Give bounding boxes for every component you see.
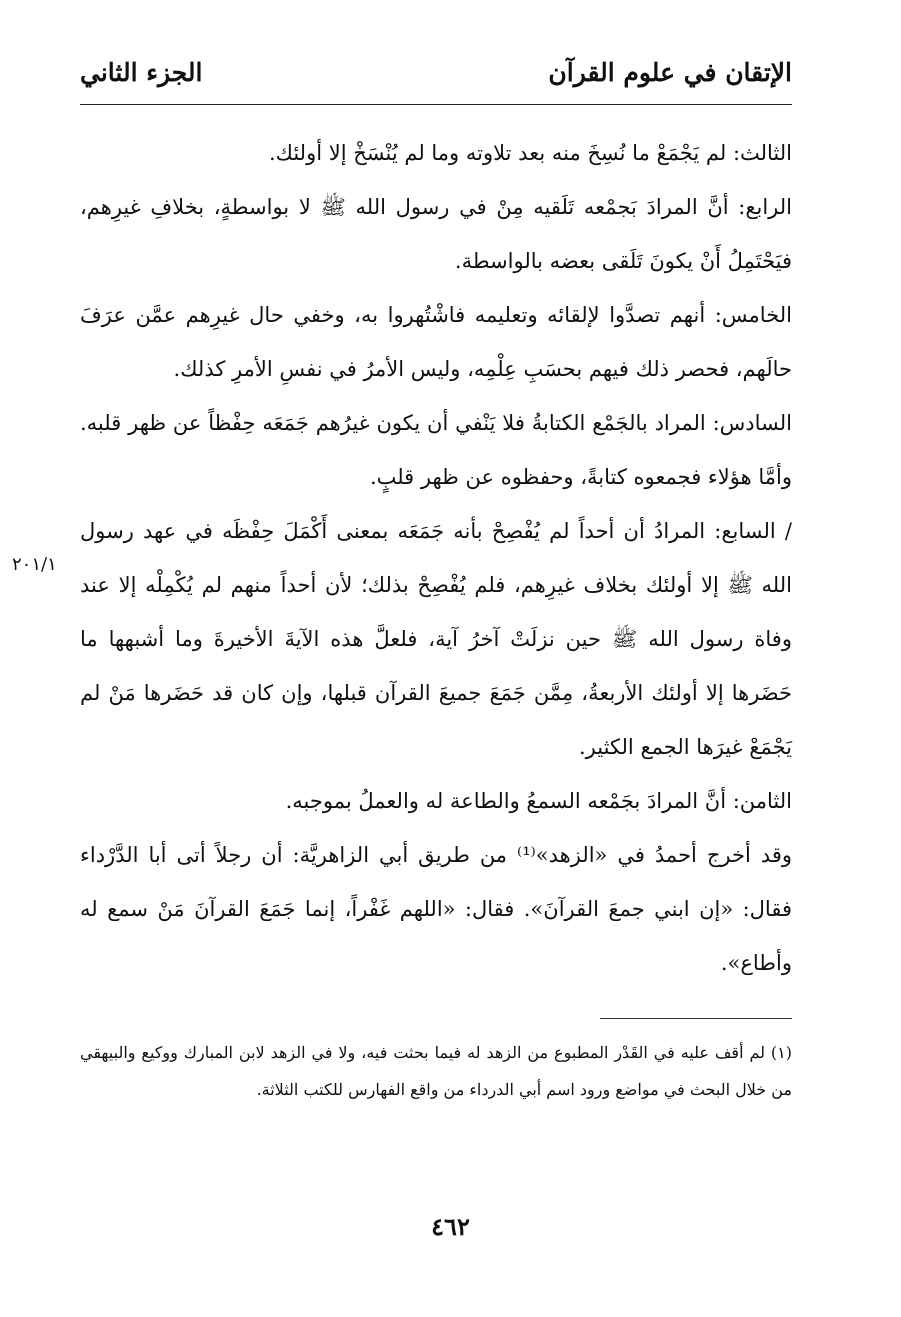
running-header — [80, 52, 792, 98]
main-text — [80, 126, 792, 990]
paragraph-eighth: الثامن: أنَّ المرادَ بجَمْعه السمعُ والطاعة له والعملُ بموجبه. — [285, 789, 792, 813]
header-rule — [80, 104, 792, 105]
book-title: الإتقان في علوم القرآن — [548, 58, 792, 87]
footnotes — [80, 1034, 792, 1108]
footnote-1: (١) لم أقف عليه في القَدْر المطبوع من الزهد له فيما بحثت فيه، ولا في الزهد لابن المبارك ووكيع والبيهقي من خلال البحث في مواضع ورود اسم أبي الدرداء من واقع الفهارس للكتب الثلاثة. — [80, 1043, 792, 1099]
footnote-rule — [600, 1018, 792, 1019]
paragraph-seventh: / السابع: المرادُ أن أحداً لم يُفْصِحْ بأنه جَمَعَه بمعنى أَكْمَلَ حِفْظَه في عهد رسول الله ﷺ إلا أولئك بخلاف غيرِهم، فلم يُفْصِحْ بذلك؛ لأن أحداً منهم لم يُكْمِلْه إلا عند وفاة رسول الله ﷺ حين نزلَتْ آخرُ آية، فلعلَّ هذه الآيةَ الأخيرةَ وما أشبهها ما حَضَرها إلا أولئك الأربعةُ، مِمَّن جَمَعَ جميعَ القرآن قبلها، وإن كان قد حَضَرها مَنْ لم يَجْمَعْ غيرَها الجمع الكثير. — [80, 519, 792, 759]
paragraph-fourth: الرابع: أنَّ المرادَ بَجمْعه تَلَقيه مِنْ في رسول الله ﷺ لا بواسطةٍ، بخلافِ غيرِهم، فيَحْتَمِلُ أَنْ يكونَ تَلَقى بعضه بالواسطة. — [80, 195, 792, 273]
paragraph-sixth: السادس: المراد بالجَمْع الكتابةُ فلا يَنْفي أن يكون غيرُهم جَمَعَه حِفْظاً عن ظهر قلبه. وأمَّا هؤلاء فجمعوه كتابةً، وحفظوه عن ظهر قلبٍ. — [80, 411, 792, 489]
marginal-page-reference: ٢٠١/١ — [12, 554, 57, 575]
paragraph-third: الثالث: لم يَجْمَعْ ما نُسِخَ منه بعد تلاوته وما لم يُنْسَخْ إلا أولئك. — [268, 141, 792, 165]
paragraph-fifth: الخامس: أنهم تصدَّوا لإلقائه وتعليمه فاشْتُهروا به، وخفي حال غيرِهم عمَّن عرَفَ حالَهم، فحصر ذلك فيهم بحسَبِ عِلْمِه، وليس الأمرُ في نفسِ الأمرِ كذلك. — [80, 303, 792, 381]
part-label: الجزء الثاني — [80, 58, 203, 87]
paragraph-ahmad-narration: وقد أخرج أحمدُ في «الزهد»⁽¹⁾ من طريق أبي الزاهريَّة: أن رجلاً أتى أبا الدَّرْداء فقال: «إن ابني جمعَ القرآنَ». فقال: «اللهم غَفْراً، إنما جَمَعَ القرآنَ مَنْ سمع له وأطاع». — [80, 843, 793, 975]
page-number: ٤٦٢ — [431, 1212, 470, 1241]
